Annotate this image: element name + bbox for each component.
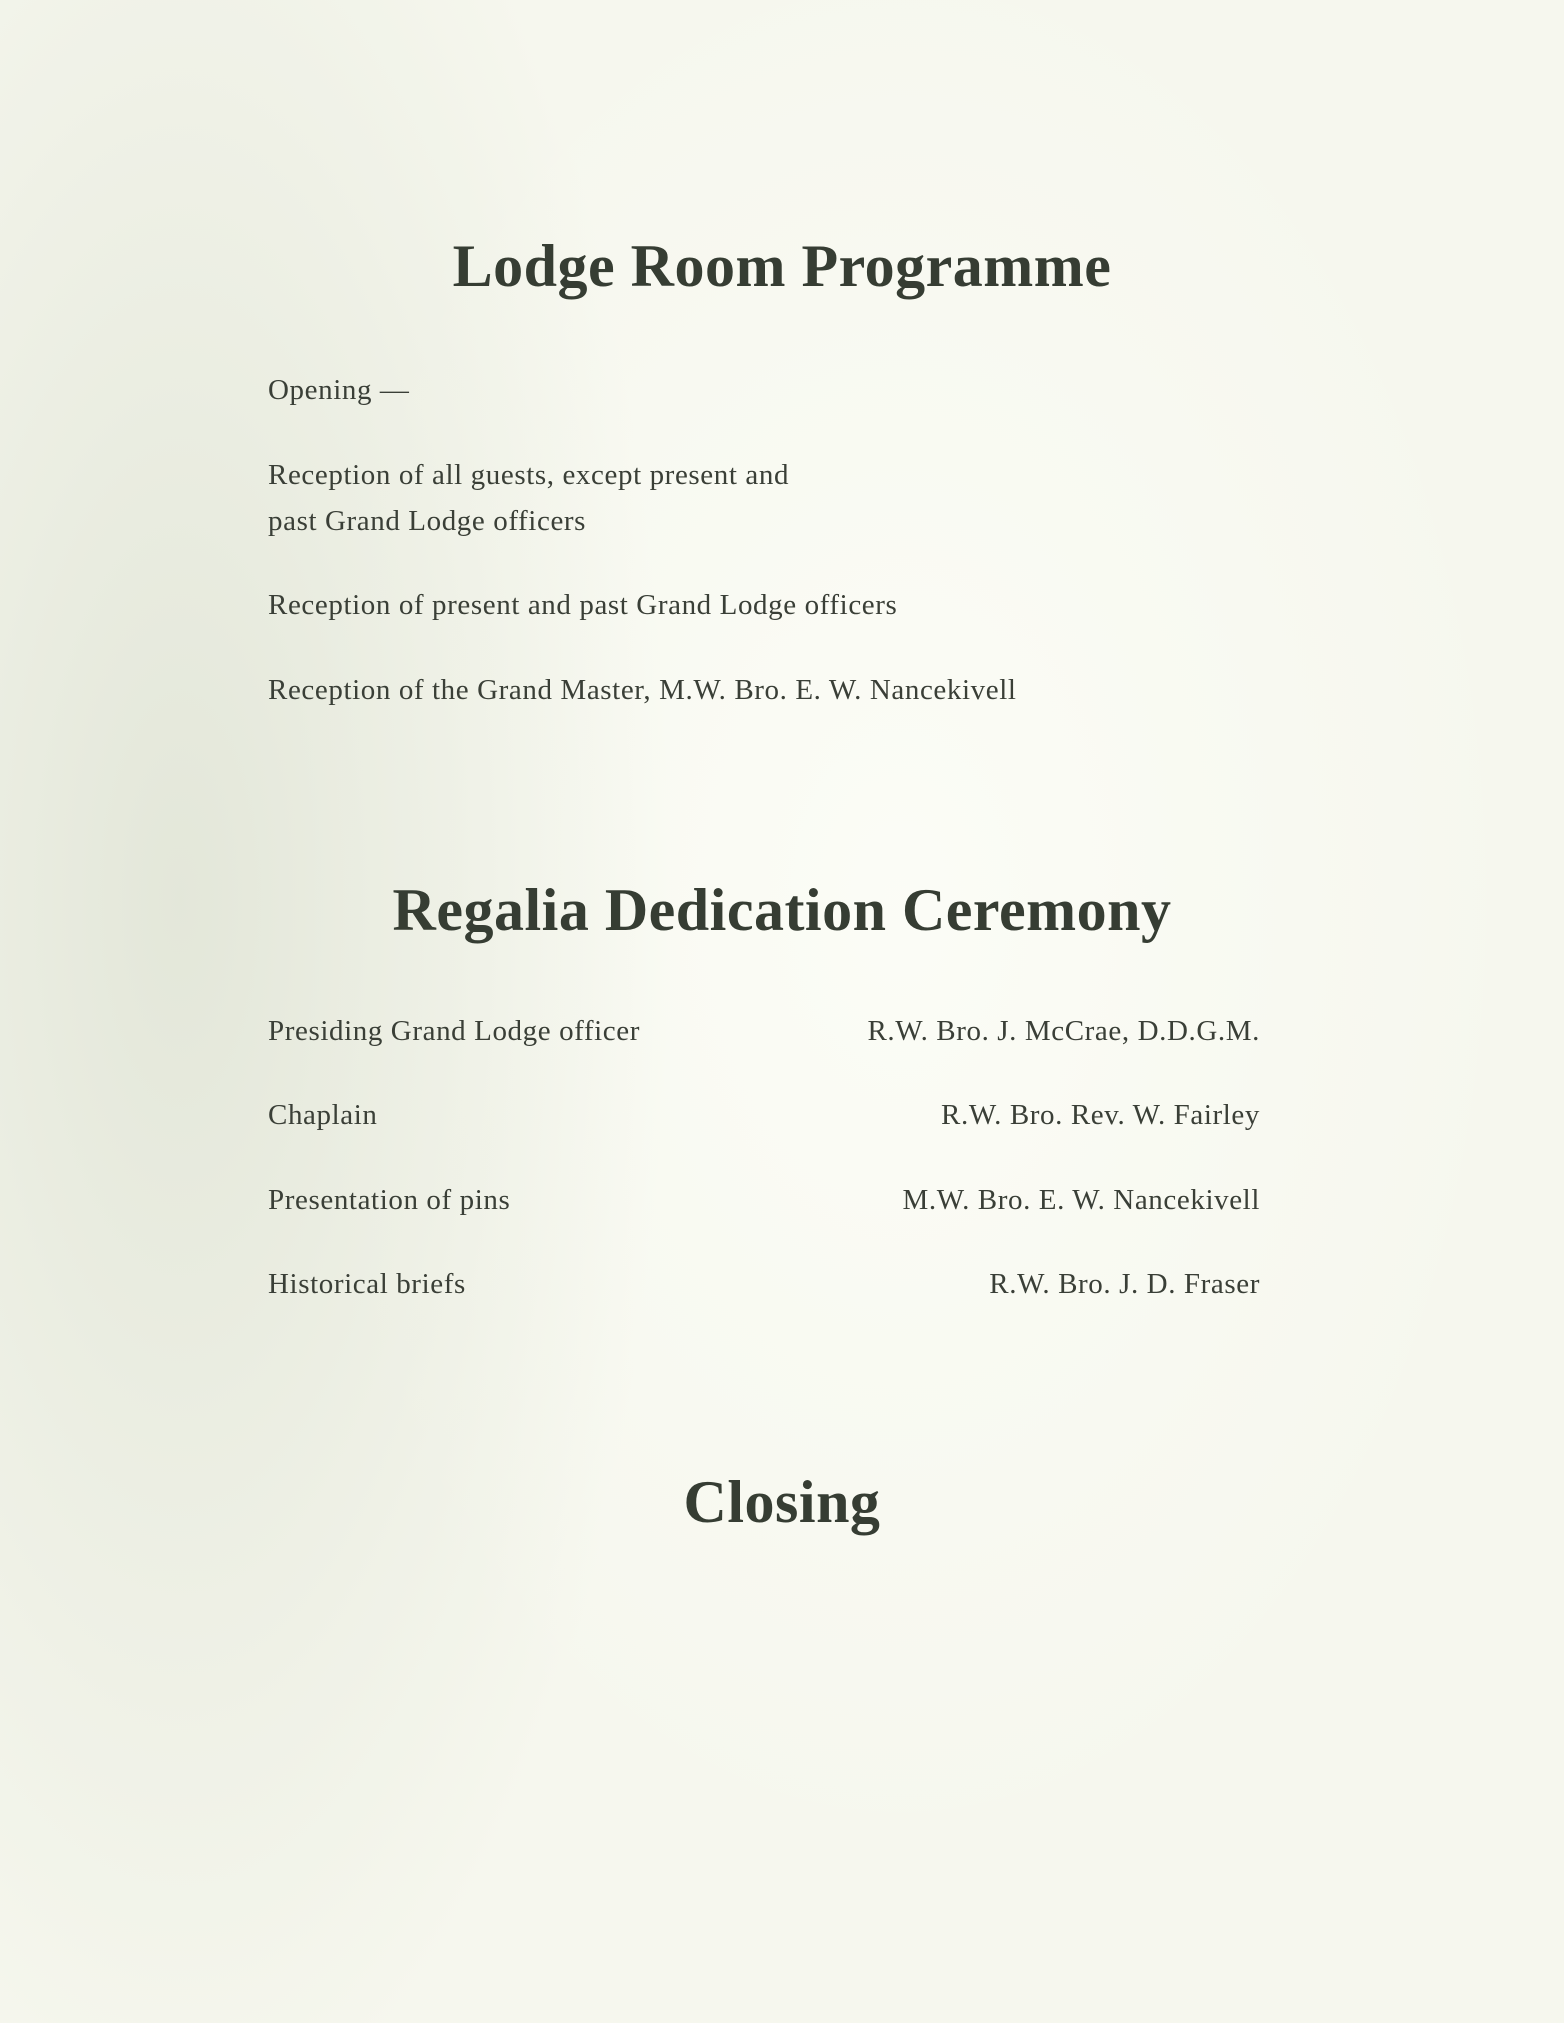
reception-grand-master-item: Reception of the Grand Master, M.W. Bro. E. W. Nancekivell [268, 674, 1017, 706]
ceremony-row [268, 1178, 1260, 1222]
ceremony-person: R.W. Bro. J. D. Fraser [989, 1268, 1260, 1300]
ceremony-role: Historical briefs [268, 1268, 466, 1300]
ceremony-role: Presiding Grand Lodge officer [268, 1015, 641, 1047]
ceremony-row [268, 1262, 1260, 1306]
ceremony-role: Presentation of pins [268, 1184, 511, 1216]
ceremony-person: M.W. Bro. E. W. Nancekivell [902, 1184, 1260, 1216]
regalia-dedication-ceremony-heading: Regalia Dedication Ceremony [392, 877, 1172, 943]
ceremony-person: R.W. Bro. J. McCrae, D.D.G.M. [867, 1015, 1260, 1047]
opening-item: Opening — [268, 374, 410, 406]
reception-grand-lodge-officers-item: Reception of present and past Grand Lodge officers [268, 589, 898, 621]
reception-guests-item-continued: past Grand Lodge officers [268, 505, 587, 537]
ceremony-row [268, 1009, 1260, 1053]
closing-heading: Closing [683, 1469, 881, 1535]
ceremony-row [268, 1093, 1260, 1137]
lodge-room-programme-heading: Lodge Room Programme [452, 233, 1112, 299]
ceremony-person: R.W. Bro. Rev. W. Fairley [941, 1099, 1260, 1131]
ceremony-role: Chaplain [268, 1099, 378, 1131]
reception-guests-item: Reception of all guests, except present and [268, 459, 790, 491]
